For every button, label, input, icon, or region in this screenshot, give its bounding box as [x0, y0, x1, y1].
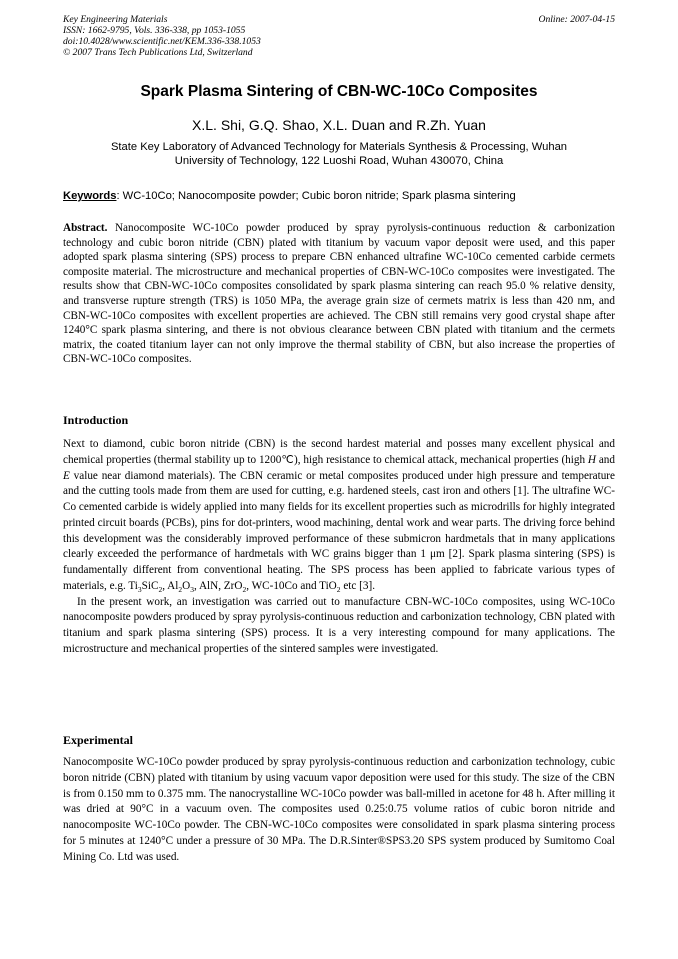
keywords: [63, 190, 615, 202]
text-run: value near diamond materials). The CBN ceramic or metal composites produced under high pressure and temperature and the cutting tools made from them are used for cutting, e.g. hardened steels, cast iron and others [1]. The ultrafine WC-Co cemented carbide is widely applied into many fields for its excellent properties such as microdrills for highly integrated printed circuit boards (PCBs), pins for dot-printers, wood machining, dental work and wear parts. The driving force behind this development was the considerably improved performance of these submicron hardmetals that in many applications clearly exceeded the performance of hardmetals with WC grains bigger than 1 μm [2]. Spark plasma sintering (SPS) is fundamentally different from conventional heating. The SPS process has been applied to fabricate various types of materials, e.g. Ti: [63, 469, 615, 592]
introduction-paragraph-1: [63, 437, 615, 595]
text-run: , AlN, ZrO: [193, 579, 243, 592]
text-run-italic: E: [63, 469, 70, 482]
abstract-text: Nanocomposite WC-10Co powder produced by spray pyrolysis-continuous reduction & carbonization technology and cubic boron nitride (CBN) plated with titanium by vacuum vapor deposit were used, and this paper adopted spark plasma sintering (SPS) process to prepare CBN enhanced ultrafine WC-10Co cemented carbide cermets composite material. The microstructure and mechanical properties of CBN-WC-10Co composites were investigated. The results show that CBN-WC-10Co composites consolidated by spark plasma sintering can reach 95.0 % relative density, and transverse rupture strength (TRS) is 1050 MPa, the average grain size of cermets matrix is less than 420 nm, and CBN-WC-10Co composites with excellent properties are achieved. The CBN still remains very good crystal shape after 1240°C spark plasma sintering, and there is not obvious clearance between CBN plated with titanium and the cermets matrix, the coated titanium layer can not only improve the thermal stability of CBN, but also increase the properties of CBN-WC-10Co composites.: [63, 222, 615, 366]
paper-title: Spark Plasma Sintering of CBN-WC-10Co Composites: [140, 83, 538, 100]
text-run: O: [182, 579, 191, 592]
affiliation: [0, 140, 678, 168]
text-run: and: [596, 453, 615, 466]
affiliation-line-2: University of Technology, 122 Luoshi Road, Wuhan 430070, China: [174, 155, 504, 167]
text-run: , WC-10Co and TiO: [246, 579, 337, 592]
introduction-heading: Introduction: [63, 413, 129, 427]
doi-line: doi:10.4028/www.scientific.net/KEM.336-338.1053: [63, 36, 261, 47]
text-run: SiC: [141, 579, 159, 592]
subscript: 3: [137, 584, 142, 594]
online-date: Online: 2007-04-15: [538, 14, 615, 25]
author-list: X.L. Shi, G.Q. Shao, X.L. Duan and R.Zh. Yuan: [192, 117, 486, 133]
abstract-label: Abstract.: [63, 222, 108, 234]
copyright-line: © 2007 Trans Tech Publications Ltd, Switzerland: [63, 47, 253, 58]
experimental-heading: Experimental: [63, 733, 133, 747]
abstract: [63, 221, 615, 367]
introduction-body: [63, 437, 615, 658]
text-run: , Al: [162, 579, 179, 592]
subscript: 2: [158, 584, 163, 594]
keywords-text: : WC-10Co; Nanocomposite powder; Cubic boron nitride; Spark plasma sintering: [116, 190, 516, 202]
subscript: 3: [190, 584, 194, 594]
text-run: Next to diamond, cubic boron nitride (CBN) is the second hardest material and posses many excellent physical and chemical properties (thermal stability up to 1200℃), high resistance to chemical attack, mechanical properties (high: [63, 438, 615, 466]
experimental-body: [63, 755, 615, 865]
keywords-label: Keywords: [63, 190, 117, 202]
experimental-paragraph-1: Nanocomposite WC-10Co powder produced by spray pyrolysis-continuous reduction and carbonization technology, cubic boron nitride (CBN) plated with titanium by using vacuum vapor deposition were used for this study. The size of the CBN is from 0.150 mm to 0.375 mm. The nanocrystalline WC-10Co powder was ball-milled in acetone for 48 h. After milling it was dried at 90°C in a vacuum oven. The composites used 0.25:0.75 volume ratios of cubic boron nitride and nanocomposite WC-10Co powder. The CBN-WC-10Co composites were consolidated in spark plasma sintering process for 5 minutes at 1240°C under a pressure of 30 MPa. The D.R.Sinter®SPS3.20 SPS system produced by Sumitomo Coal Mining Co. Ltd was used.: [63, 756, 615, 863]
affiliation-line-1: State Key Laboratory of Advanced Technology for Materials Synthesis & Processing, Wuhan: [110, 141, 568, 153]
issn-line: ISSN: 1662-9795, Vols. 336-338, pp 1053-1055: [63, 25, 246, 36]
subscript: 2: [178, 584, 183, 594]
subscript: 2: [242, 584, 247, 594]
text-run: etc [3].: [340, 579, 375, 592]
text-run-italic: H: [587, 453, 596, 466]
journal-name: Key Engineering Materials: [63, 14, 168, 25]
subscript: 2: [336, 584, 341, 594]
introduction-paragraph-2: In the present work, an investigation was carried out to manufacture CBN-WC-10Co composites, using WC-10Co nanocomposite powders produced by spray pyrolysis-continuous reduction and carbonization technology, CBN plated with titanium and spark plasma sintering (SPS) process. It is a very interesting compound for many applications. The microstructure and mechanical properties of the sintered samples were investigated.: [63, 595, 615, 655]
journal-header: [63, 14, 615, 58]
